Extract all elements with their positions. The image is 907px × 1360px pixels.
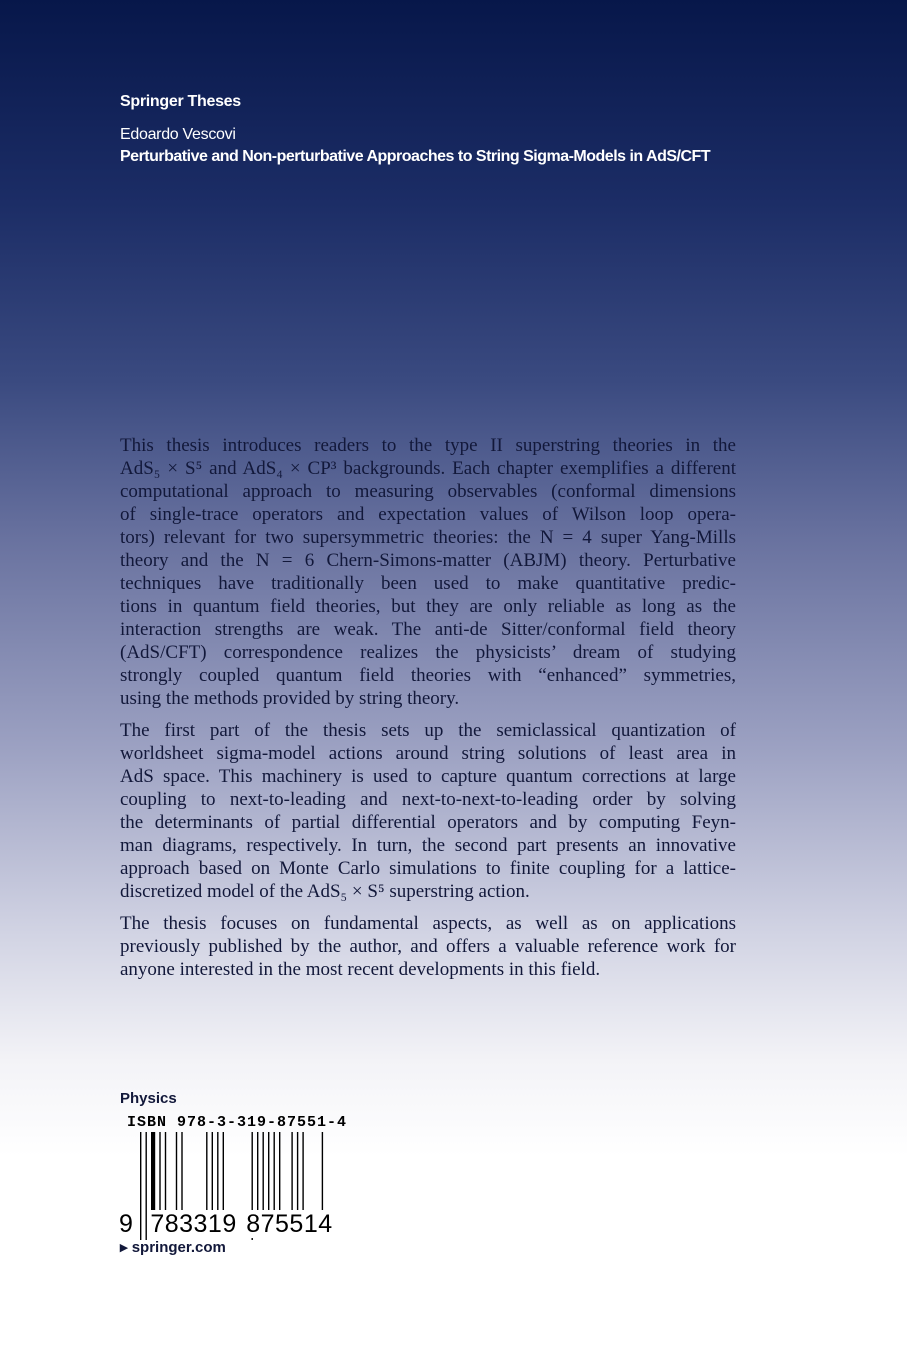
blurb-line: coupling to next-to-leading and next-to-next-to-leading order by solving: [120, 789, 736, 810]
blurb-line: strongly coupled quantum field theories with “enhanced” symmetries,: [120, 665, 736, 686]
blurb-line: interaction strengths are weak. The anti-de Sitter/conformal field theory: [120, 619, 736, 640]
blurb-line: The thesis focuses on fundamental aspects, as well as on applications: [120, 913, 736, 934]
blurb-text: [120, 434, 736, 990]
ean-first-digit: 9: [119, 1210, 134, 1238]
category-label: Physics: [120, 1090, 177, 1107]
blurb-line: of single-trace operators and expectation values of Wilson loop opera-: [120, 504, 736, 525]
ean-left-digits: 783319: [150, 1210, 237, 1238]
ean-right-digits: 875514: [246, 1210, 333, 1238]
blurb-line: AdS₅ × S⁵ and AdS₄ × CP³ backgrounds. Each chapter exemplifies a different: [120, 458, 736, 479]
blurb-line: AdS space. This machinery is used to capture quantum corrections at large: [120, 766, 736, 787]
blurb-line: discretized model of the AdS₅ × S⁵ superstring action.: [120, 881, 530, 902]
blurb-line: theory and the N = 6 Chern-Simons-matter (ABJM) theory. Perturbative: [120, 550, 736, 571]
blurb-paragraph: [120, 912, 736, 981]
blurb-line: man diagrams, respectively. In turn, the second part presents an innovative: [120, 835, 736, 856]
author-name: Edoardo Vescovi: [120, 126, 236, 143]
blurb-line: approach based on Monte Carlo simulations to finite coupling for a lattice-: [120, 858, 736, 879]
blurb-paragraph: [120, 719, 736, 903]
blurb-line: worldsheet sigma-model actions around string solutions of least area in: [120, 743, 736, 764]
blurb-line: computational approach to measuring observables (conformal dimensions: [120, 481, 736, 502]
blurb-line: using the methods provided by string theory.: [120, 688, 460, 709]
blurb-line: tors) relevant for two supersymmetric theories: the N = 4 super Yang-Mills: [120, 527, 736, 548]
isbn-text: ISBN 978-3-319-87551-4: [127, 1114, 348, 1131]
blurb-paragraph: [120, 434, 736, 710]
blurb-line: techniques have traditionally been used to make quantitative predic-: [120, 573, 736, 594]
book-title: Perturbative and Non-perturbative Approaches to String Sigma-Models in AdS/CFT: [120, 148, 711, 165]
blurb-line: anyone interested in the most recent developments in this field.: [120, 959, 601, 980]
blurb-line: The first part of the thesis sets up the semiclassical quantization of: [120, 720, 736, 741]
blurb-line: (AdS/CFT) correspondence realizes the physicists’ dream of studying: [120, 642, 736, 663]
blurb-line: tions in quantum field theories, but they are only reliable as long as the: [120, 596, 736, 617]
blurb-line: the determinants of partial differential operators and by computing Feyn-: [120, 812, 736, 833]
blurb-line: This thesis introduces readers to the type II superstring theories in the: [120, 435, 736, 456]
website-link[interactable]: ▸ springer.com: [120, 1239, 226, 1256]
blurb-line: previously published by the author, and offers a valuable reference work for: [120, 936, 736, 957]
ean-digits: [118, 1210, 334, 1239]
series-name: Springer Theses: [120, 93, 241, 110]
